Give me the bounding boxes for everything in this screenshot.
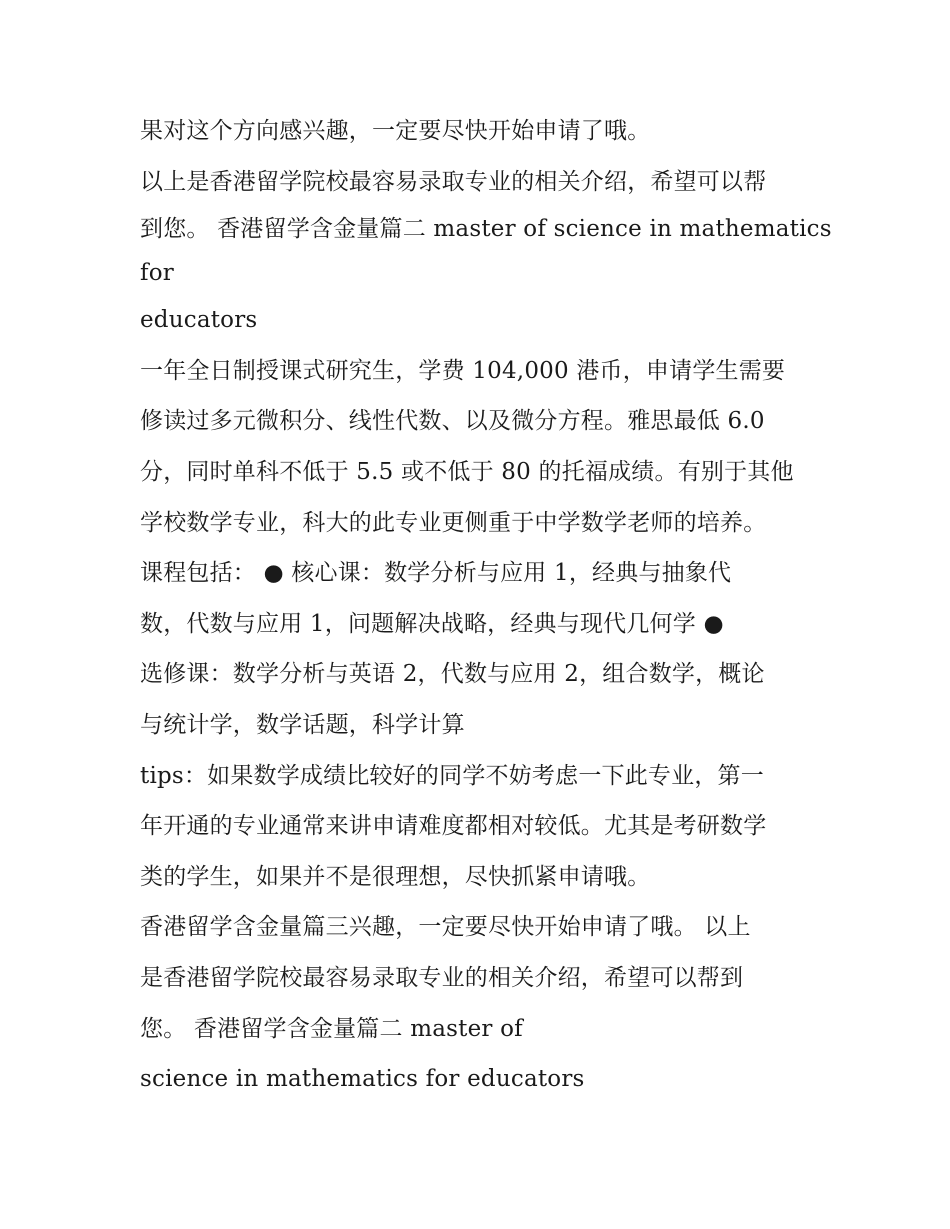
text-line: 类的学生，如果并不是很理想，尽快抓紧申请哦。 — [140, 863, 651, 890]
text-line: 是香港留学院校最容易录取专业的相关介绍，希望可以帮到 — [140, 964, 744, 991]
text-line: tips：如果数学成绩比较好的同学不妨考虑一下此专业，第一 — [140, 762, 764, 789]
text-line: 分，同时单科不低于 5.5 或不低于 80 的托福成绩。有别于其他 — [140, 458, 794, 485]
text-line: 果对这个方向感兴趣，一定要尽快开始申请了哦。 — [140, 118, 651, 144]
text-line: 课程包括： ● 核心课：数学分析与应用 1，经典与抽象代 — [140, 560, 732, 587]
text-line: 一年全日制授课式研究生，学费 104,000 港币，申请学生需要 — [140, 357, 786, 384]
text-line: 到您。 香港留学含金量篇二 master of science in mathematics — [140, 216, 832, 243]
text-line: 学校数学专业，科大的此专业更侧重于中学数学老师的培养。 — [140, 509, 767, 536]
text-line: 与统计学，数学话题，科学计算 — [140, 711, 465, 738]
text-line: 数，代数与应用 1，问题解决战略，经典与现代几何学 ● — [140, 610, 724, 637]
text-line: 以上是香港留学院校最容易录取专业的相关介绍，希望可以帮 — [140, 168, 767, 195]
text-line: 香港留学含金量篇三兴趣，一定要尽快开始申请了哦。 以上 — [140, 914, 751, 941]
text-line: science in mathematics for educators — [140, 1066, 585, 1093]
text-line: for — [140, 260, 174, 287]
text-line: 修读过多元微积分、线性代数、以及微分方程。雅思最低 6.0 — [140, 408, 765, 435]
text-line: 您。 香港留学含金量篇二 master of — [140, 1015, 523, 1042]
document-body — [140, 106, 832, 1105]
text-line: educators — [140, 307, 258, 334]
text-line: 年开通的专业通常来讲申请难度都相对较低。尤其是考研数学 — [140, 813, 767, 840]
text-line: 选修课：数学分析与英语 2，代数与应用 2，组合数学，概论 — [140, 661, 765, 688]
